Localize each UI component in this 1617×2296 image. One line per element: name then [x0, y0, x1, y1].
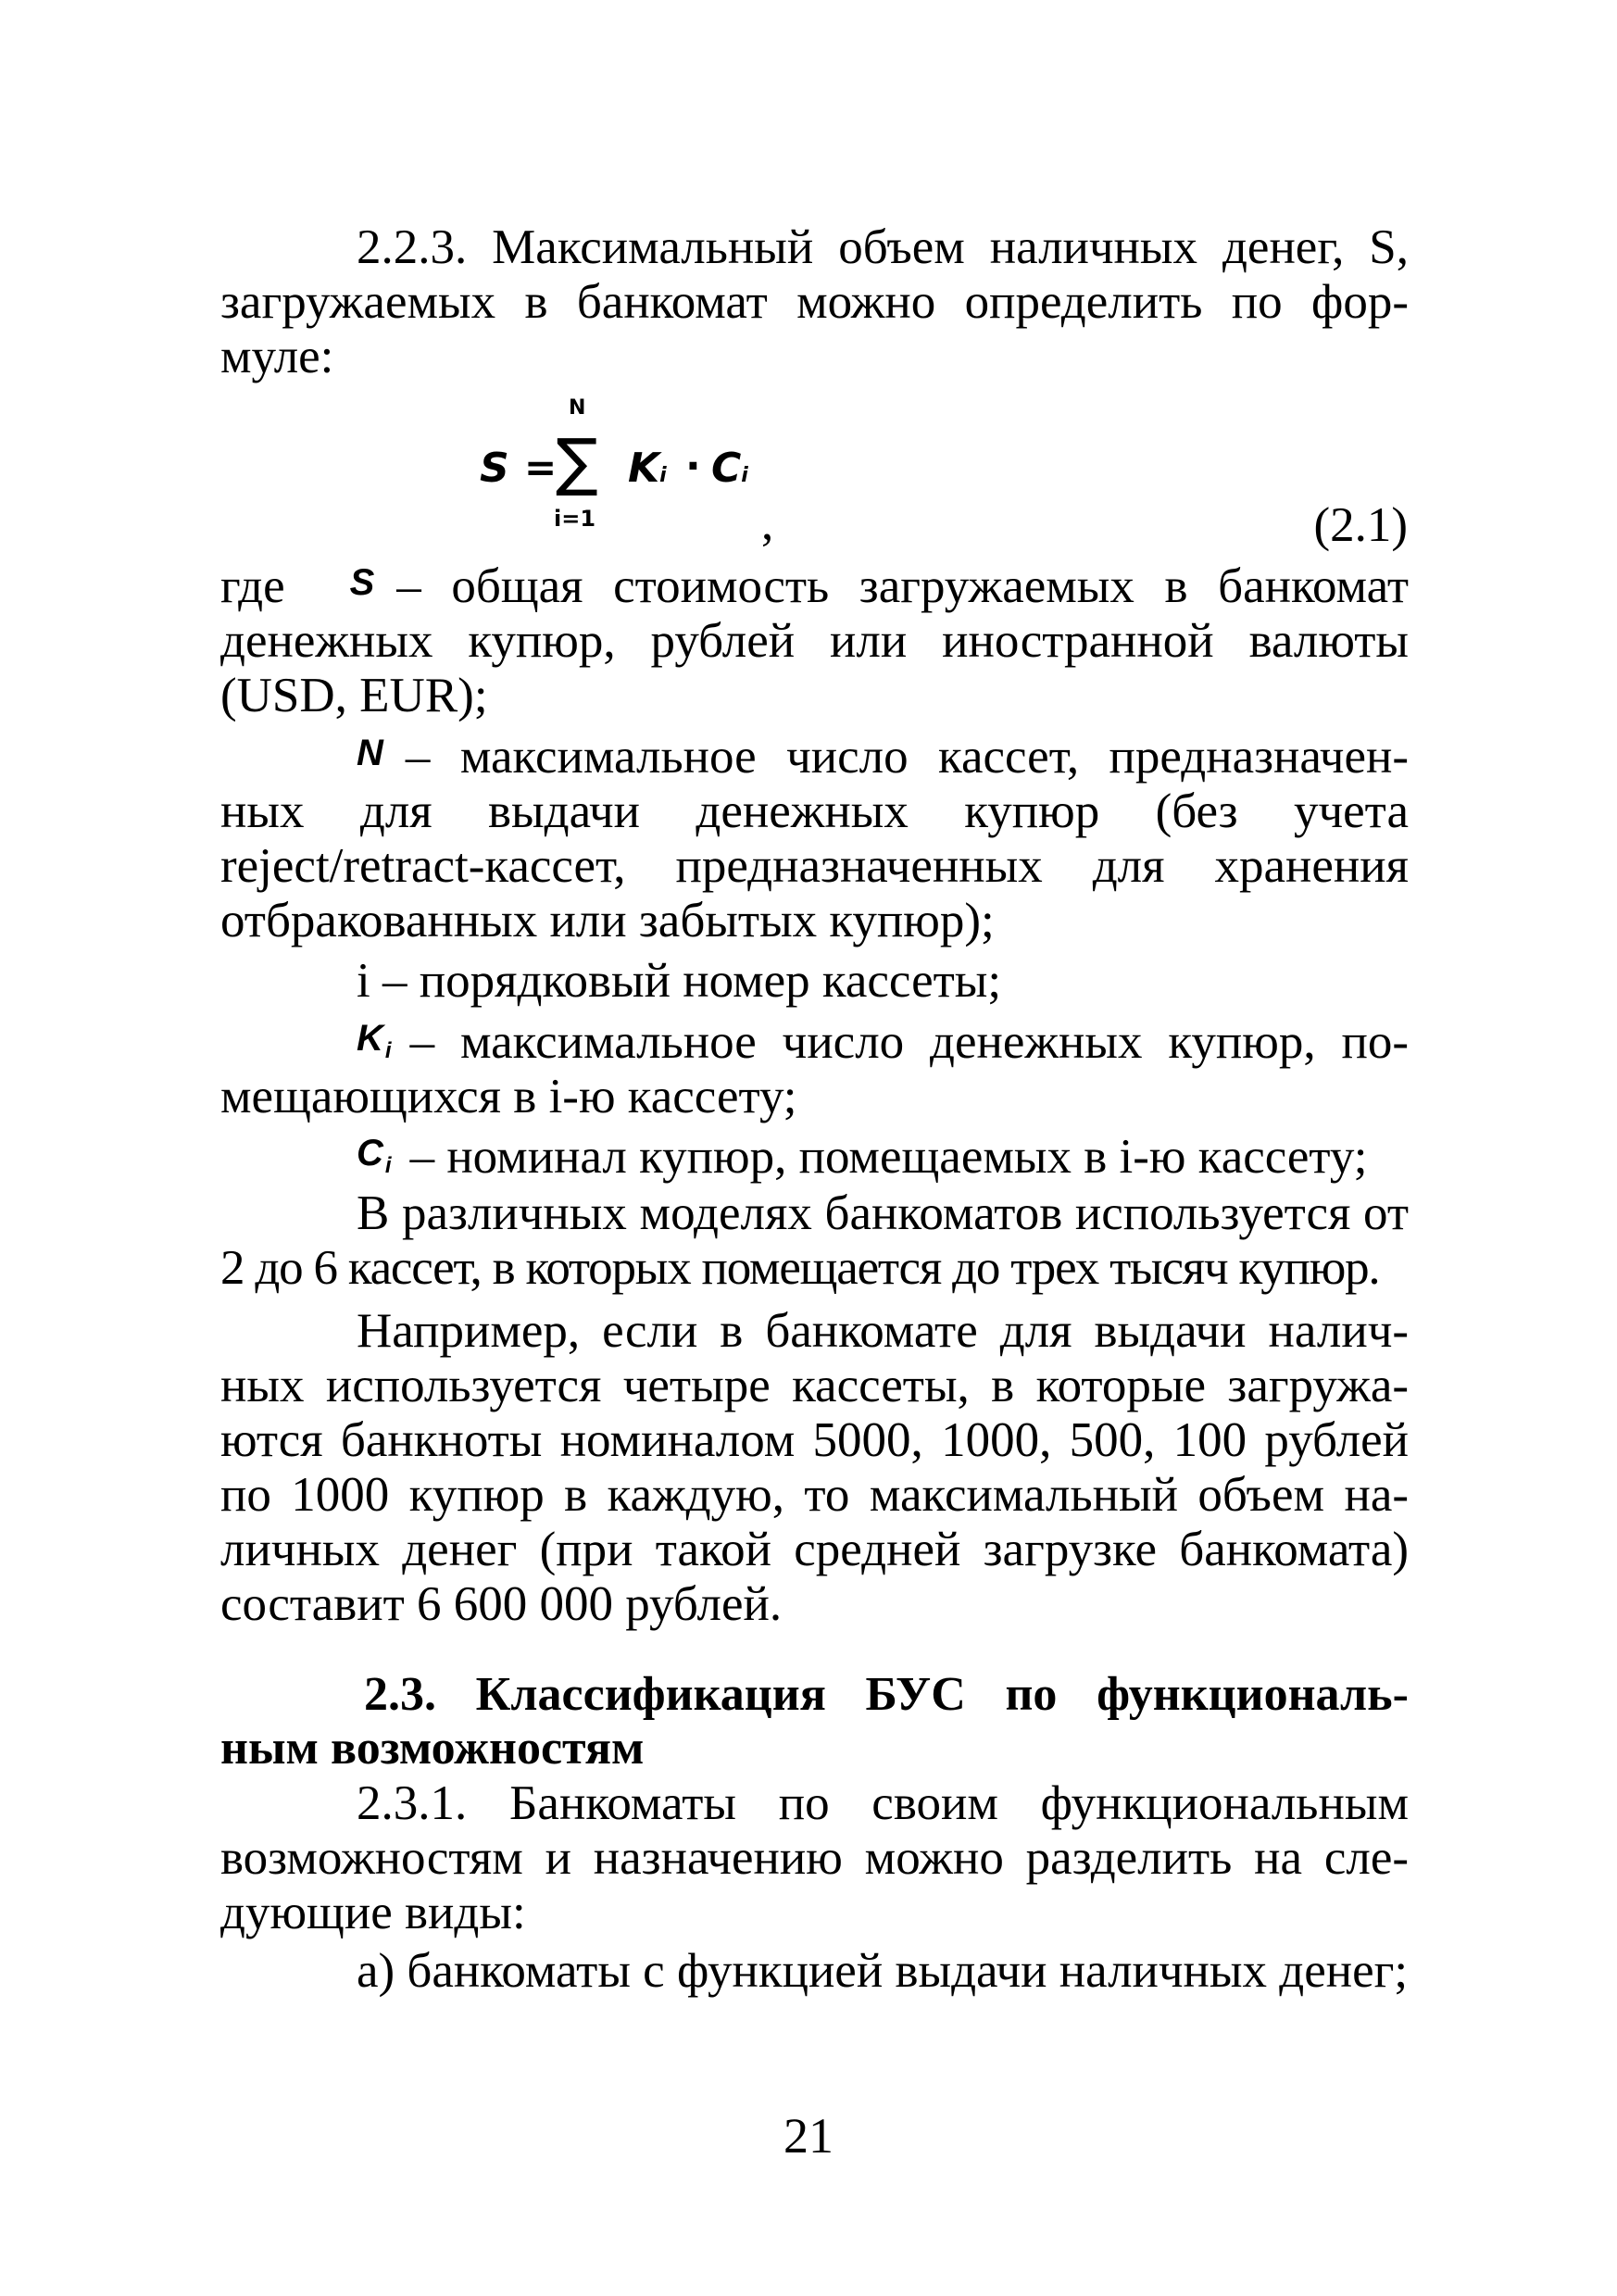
formula-dot: ·: [685, 443, 701, 490]
para-models-line-2: 2 до 6 кассет, в которых помещается до трех тысяч купюр.: [220, 1241, 1380, 1295]
formula-lower-limit: i=1: [554, 506, 596, 532]
symbol-k: $K_i$: [357, 1018, 392, 1063]
para-models-line-1: В различных моделях банкоматов используется от: [357, 1186, 1409, 1240]
def-n-line-1: N – максимальное число кассет, предназначен-: [357, 730, 1409, 784]
para-example-line-6: составит 6 600 000 рублей.: [220, 1577, 783, 1631]
section-2-2-3-line-2: загружаемых в банкомат можно определить по фор-: [220, 275, 1409, 329]
formula-2-1: [480, 396, 785, 554]
para-example-line-4: по 1000 купюр в каждую, то максимальный объем на-: [220, 1468, 1409, 1522]
def-n-line-4: отбракованных или забытых купюр);: [220, 894, 995, 947]
para-example-line-5: личных денег (при такой средней загрузке банкомата): [220, 1523, 1409, 1576]
def-k-line-2: мещающихся в i-ю кассету;: [220, 1070, 797, 1123]
para-example-line-3: ются банкноты номиналом 5000, 1000, 500, 100 рублей: [220, 1413, 1409, 1467]
formula-term-k: Ki: [628, 445, 667, 492]
formula-term-c: Ci: [711, 445, 748, 492]
heading-2-3-line-1: 2.3. Классификация БУС по функциональ-: [364, 1668, 1409, 1721]
def-s-line-2: денежных купюр, рублей или иностранной валюты: [220, 614, 1409, 668]
def-n-line-2: ных для выдачи денежных купюр (без учета: [220, 784, 1409, 838]
symbol-n: N: [357, 733, 383, 773]
section-2-2-3-line-3: муле:: [220, 330, 334, 383]
heading-2-3-line-2: ным возможностям: [220, 1722, 645, 1775]
section-2-3-1-line-2: возможностям и назначению можно разделить на сле-: [220, 1831, 1409, 1885]
page-number: 21: [783, 2108, 834, 2164]
para-example-line-1: Например, если в банкомате для выдачи налич-: [357, 1304, 1409, 1358]
def-s-line-3: (USD, EUR);: [220, 669, 488, 722]
formula-upper-limit: N: [569, 396, 586, 420]
section-2-3-1-line-4: а) банкоматы с функцией выдачи наличных денег;: [357, 1944, 1409, 1998]
def-k-line-1: $K_i$ – максимальное число денежных купюр, по-: [357, 1015, 1409, 1069]
where-label: где: [220, 559, 285, 613]
section-2-2-3-line-1: 2.2.3. Максимальный объем наличных денег, S,: [357, 220, 1409, 274]
def-s-line-1: где S – общая стоимость загружаемых в банкомат: [220, 559, 1409, 613]
formula-sum-symbol: ∑: [556, 426, 598, 499]
para-example-line-2: ных используется четыре кассеты, в которые загружа-: [220, 1359, 1409, 1412]
symbol-c: $C_i$: [357, 1133, 392, 1178]
def-c-line-1: $C_i$ – номинал купюр, помещаемых в i-ю кассету;: [357, 1130, 1368, 1184]
formula-equals: =: [524, 445, 558, 490]
def-i-line: i – порядковый номер кассеты;: [357, 954, 1002, 1008]
section-2-3-1-line-3: дующие виды:: [220, 1886, 526, 1939]
section-2-3-1-line-1: 2.3.1. Банкоматы по своим функциональным: [357, 1776, 1409, 1830]
formula-comma: ,: [761, 496, 774, 550]
formula-lhs: S: [480, 445, 509, 492]
equation-number: (2.1): [1313, 498, 1408, 552]
symbol-s: S: [349, 562, 375, 603]
def-n-line-3: reject/retract-кассет, предназначенных для хранения: [220, 839, 1409, 893]
